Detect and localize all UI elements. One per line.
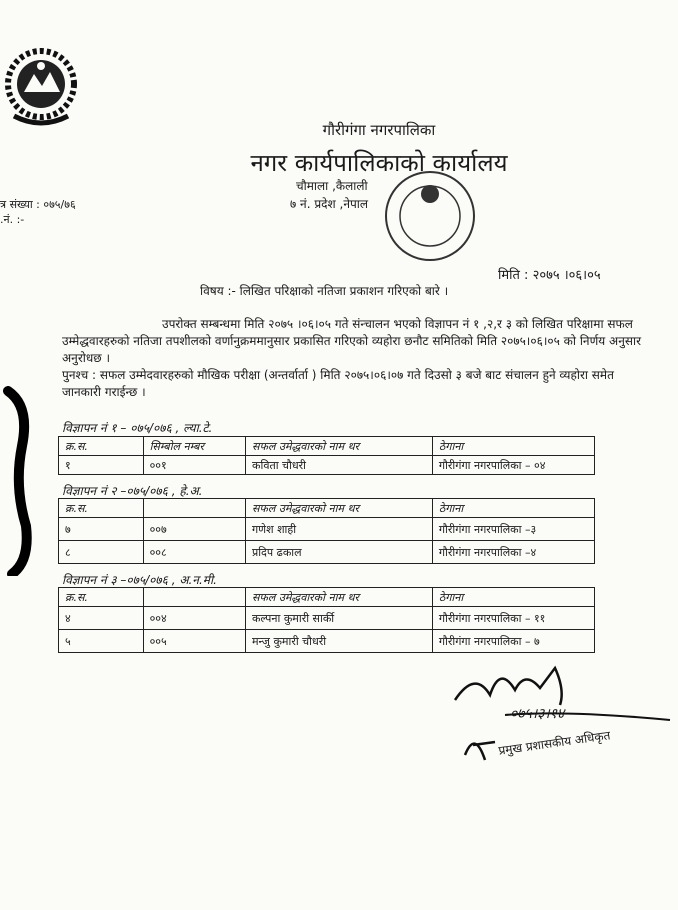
advertisement-1-title: विज्ञापन नं १ – ०७५/०७६ , ल्या.टे. xyxy=(62,421,213,435)
subject-line: विषय :- लिखित परिक्षाको नतिजा प्रकाशन गरिएको बारे । xyxy=(200,284,449,298)
table-cell: गौरीगंगा नगरपालिका – ०४ xyxy=(432,456,594,475)
column-header xyxy=(143,588,245,607)
table-cell: गौरीगंगा नगरपालिका –४ xyxy=(432,541,594,564)
signatory-designation: प्रमुख प्रशासकीय अधिकृत xyxy=(497,728,612,758)
table-cell: प्रदिप ढकाल xyxy=(245,541,432,564)
office-name-title: नगर कार्यपालिकाको कार्यालय xyxy=(250,149,508,177)
table-row xyxy=(59,630,595,653)
postscript-paragraph: पुनश्च : सफल उम्मेदवारहरुको मौखिक परीक्षा (अन्तर्वार्ता ) मिति २०७५।०६।०७ गते दिउसो ३ बजे बाट संचालन हुने व्यहोरा समेत जानकारी गराईन्छ । xyxy=(62,368,614,399)
table-row xyxy=(59,541,595,564)
advertisement-2-results-table xyxy=(58,498,595,564)
letter-number: त्र संख्या : ०७५/७६ xyxy=(0,198,76,211)
table-cell: ७ xyxy=(59,518,144,541)
table-header-row xyxy=(59,588,595,607)
table-row xyxy=(59,456,595,475)
table-row xyxy=(59,518,595,541)
column-header: सफल उमेद्धवारको नाम थर xyxy=(245,499,432,518)
column-header: ठेगाना xyxy=(432,499,594,518)
address-line-1: चौमाला ,कैलाली xyxy=(296,179,368,193)
table-cell: ००१ xyxy=(143,456,245,475)
table-cell: ८ xyxy=(59,541,144,564)
column-header: सिम्बोल नम्बर xyxy=(143,437,245,456)
table-cell: गणेश शाही xyxy=(245,518,432,541)
column-header xyxy=(143,499,245,518)
table-cell: ००४ xyxy=(143,607,245,630)
column-header: सफल उमेद्धवारको नाम थर xyxy=(246,437,433,456)
table-cell: ५ xyxy=(59,630,144,653)
column-header: ठेगाना xyxy=(432,437,594,456)
table-row xyxy=(59,607,595,630)
table-cell: ००८ xyxy=(143,541,245,564)
dispatch-number: .नं. :- xyxy=(0,213,25,226)
body-paragraph: उपरोक्त सम्बन्धमा मिति २०७५ ।०६।०५ गते संन्चालन भएको विज्ञापन नं १ ,२,र ३ को लिखित परिक्षामा सफल उम्मेद्धवारहरुको नतिजा तपशीलको वर्णानुक्रममानुसार प्रकासित गरिएको व्यहोरा छनौट समितिको मिति २०७५।०६।०५ को निर्णय अनुसार अनुरोधछ । xyxy=(62,317,641,365)
table-cell: १ xyxy=(59,456,144,475)
column-header: ठेगाना xyxy=(432,588,594,607)
table-cell: ००७ xyxy=(143,518,245,541)
table-header-row xyxy=(59,437,595,456)
ink-blot xyxy=(0,386,34,576)
advertisement-2-title: विज्ञापन नं २ –०७५/०७६ , हे.अ. xyxy=(62,484,203,498)
letter-date: मिति : २०७५ ।०६।०५ xyxy=(498,268,601,283)
advertisement-3-results-table xyxy=(58,587,595,653)
column-header: सफल उमेद्धवारको नाम थर xyxy=(245,588,432,607)
table-cell: मन्जु कुमारी चौधरी xyxy=(245,630,432,653)
organization-name: गौरीगंगा नगरपालिका xyxy=(322,121,436,139)
table-cell: ००५ xyxy=(143,630,245,653)
table-cell: गौरीगंगा नगरपालिका – ११ xyxy=(432,607,594,630)
office-stamp xyxy=(380,166,480,266)
municipality-emblem-logo xyxy=(2,44,80,130)
table-cell: कविता चौधरी xyxy=(246,456,433,475)
signature-date: ०७५।३।१४ xyxy=(510,706,565,722)
column-header: क्र.स. xyxy=(59,437,144,456)
table-header-row xyxy=(59,499,595,518)
advertisement-3-title: विज्ञापन नं ३ –०७५/०७६ , अ.न.मी. xyxy=(62,573,217,587)
table-cell: कल्पना कुमारी सार्की xyxy=(245,607,432,630)
advertisement-1-results-table xyxy=(58,436,595,475)
table-cell: गौरीगंगा नगरपालिका –३ xyxy=(432,518,594,541)
column-header: क्र.स. xyxy=(59,499,144,518)
address-line-2: ७ नं. प्रदेश ,नेपाल xyxy=(290,197,369,211)
table-cell: गौरीगंगा नगरपालिका – ७ xyxy=(432,630,594,653)
table-cell: ४ xyxy=(59,607,144,630)
column-header: क्र.स. xyxy=(59,588,144,607)
